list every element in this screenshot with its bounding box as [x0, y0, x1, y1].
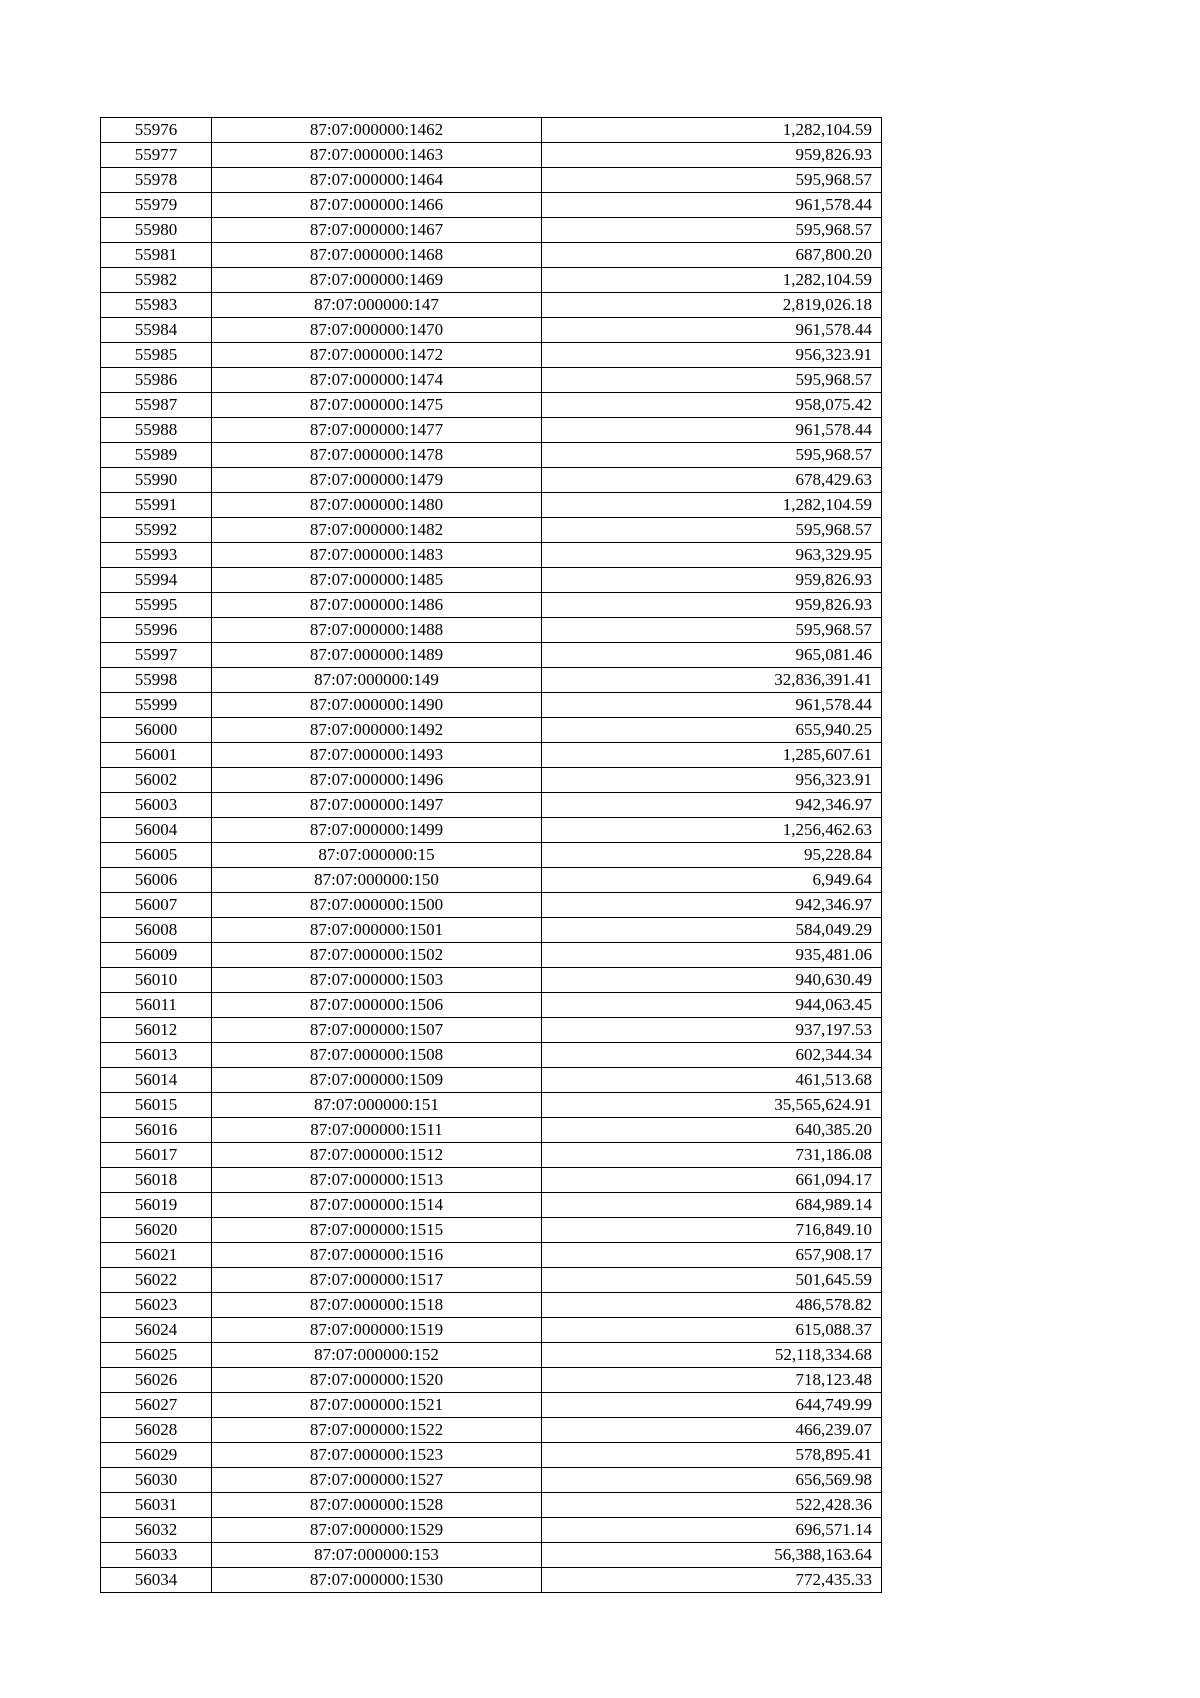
cadastral-number-cell: 87:07:000000:149 — [212, 668, 542, 693]
row-index-cell: 56022 — [101, 1268, 212, 1293]
table-row — [101, 1218, 882, 1243]
cadastral-number-cell: 87:07:000000:1514 — [212, 1193, 542, 1218]
row-index-cell: 55988 — [101, 418, 212, 443]
cadastral-number-cell: 87:07:000000:1467 — [212, 218, 542, 243]
row-index-cell: 56004 — [101, 818, 212, 843]
row-index-cell: 55993 — [101, 543, 212, 568]
data-table — [100, 117, 882, 1593]
value-cell: 944,063.45 — [542, 993, 882, 1018]
row-index-cell: 56013 — [101, 1043, 212, 1068]
table-row — [101, 1343, 882, 1368]
row-index-cell: 56001 — [101, 743, 212, 768]
value-cell: 942,346.97 — [542, 893, 882, 918]
cadastral-number-cell: 87:07:000000:1468 — [212, 243, 542, 268]
row-index-cell: 56026 — [101, 1368, 212, 1393]
table-row — [101, 1518, 882, 1543]
row-index-cell: 56027 — [101, 1393, 212, 1418]
table-row — [101, 768, 882, 793]
row-index-cell: 56012 — [101, 1018, 212, 1043]
cadastral-number-cell: 87:07:000000:150 — [212, 868, 542, 893]
row-index-cell: 55983 — [101, 293, 212, 318]
cadastral-number-cell: 87:07:000000:1522 — [212, 1418, 542, 1443]
cadastral-number-cell: 87:07:000000:1486 — [212, 593, 542, 618]
cadastral-number-cell: 87:07:000000:1482 — [212, 518, 542, 543]
row-index-cell: 55978 — [101, 168, 212, 193]
value-cell: 578,895.41 — [542, 1443, 882, 1468]
table-row — [101, 1293, 882, 1318]
row-index-cell: 55984 — [101, 318, 212, 343]
row-index-cell: 55987 — [101, 393, 212, 418]
table-row — [101, 593, 882, 618]
table-row — [101, 1318, 882, 1343]
value-cell: 1,282,104.59 — [542, 268, 882, 293]
cadastral-number-cell: 87:07:000000:1519 — [212, 1318, 542, 1343]
row-index-cell: 56009 — [101, 943, 212, 968]
row-index-cell: 56029 — [101, 1443, 212, 1468]
value-cell: 959,826.93 — [542, 143, 882, 168]
value-cell: 956,323.91 — [542, 768, 882, 793]
table-row — [101, 1018, 882, 1043]
value-cell: 1,256,462.63 — [542, 818, 882, 843]
table-row — [101, 1093, 882, 1118]
table-row — [101, 443, 882, 468]
table-row — [101, 1543, 882, 1568]
table-row — [101, 968, 882, 993]
value-cell: 963,329.95 — [542, 543, 882, 568]
value-cell: 95,228.84 — [542, 843, 882, 868]
value-cell: 956,323.91 — [542, 343, 882, 368]
value-cell: 615,088.37 — [542, 1318, 882, 1343]
row-index-cell: 56030 — [101, 1468, 212, 1493]
cadastral-number-cell: 87:07:000000:1472 — [212, 343, 542, 368]
row-index-cell: 56032 — [101, 1518, 212, 1543]
cadastral-number-cell: 87:07:000000:1512 — [212, 1143, 542, 1168]
value-cell: 595,968.57 — [542, 518, 882, 543]
cadastral-number-cell: 87:07:000000:147 — [212, 293, 542, 318]
row-index-cell: 55985 — [101, 343, 212, 368]
cadastral-number-cell: 87:07:000000:1480 — [212, 493, 542, 518]
table-row — [101, 1193, 882, 1218]
row-index-cell: 55992 — [101, 518, 212, 543]
value-cell: 1,282,104.59 — [542, 493, 882, 518]
table-row — [101, 368, 882, 393]
row-index-cell: 55999 — [101, 693, 212, 718]
table-row — [101, 243, 882, 268]
table-row — [101, 1268, 882, 1293]
row-index-cell: 56008 — [101, 918, 212, 943]
cadastral-number-cell: 87:07:000000:1478 — [212, 443, 542, 468]
table-row — [101, 893, 882, 918]
value-cell: 602,344.34 — [542, 1043, 882, 1068]
cadastral-number-cell: 87:07:000000:1517 — [212, 1268, 542, 1293]
cadastral-number-cell: 87:07:000000:1489 — [212, 643, 542, 668]
table-row — [101, 1568, 882, 1593]
value-cell: 940,630.49 — [542, 968, 882, 993]
row-index-cell: 55976 — [101, 118, 212, 143]
value-cell: 657,908.17 — [542, 1243, 882, 1268]
row-index-cell: 56011 — [101, 993, 212, 1018]
table-row — [101, 143, 882, 168]
row-index-cell: 56010 — [101, 968, 212, 993]
value-cell: 959,826.93 — [542, 593, 882, 618]
cadastral-number-cell: 87:07:000000:1503 — [212, 968, 542, 993]
table-row — [101, 643, 882, 668]
table-row — [101, 1068, 882, 1093]
value-cell: 661,094.17 — [542, 1168, 882, 1193]
table-row — [101, 918, 882, 943]
row-index-cell: 55996 — [101, 618, 212, 643]
row-index-cell: 55979 — [101, 193, 212, 218]
value-cell: 935,481.06 — [542, 943, 882, 968]
row-index-cell: 55998 — [101, 668, 212, 693]
value-cell: 655,940.25 — [542, 718, 882, 743]
table-row — [101, 118, 882, 143]
cadastral-number-cell: 87:07:000000:1492 — [212, 718, 542, 743]
cadastral-number-cell: 87:07:000000:1528 — [212, 1493, 542, 1518]
cadastral-number-cell: 87:07:000000:1527 — [212, 1468, 542, 1493]
cadastral-number-cell: 87:07:000000:1497 — [212, 793, 542, 818]
table-body — [101, 118, 882, 1593]
value-cell: 684,989.14 — [542, 1193, 882, 1218]
cadastral-number-cell: 87:07:000000:1516 — [212, 1243, 542, 1268]
value-cell: 35,565,624.91 — [542, 1093, 882, 1118]
cadastral-number-cell: 87:07:000000:1493 — [212, 743, 542, 768]
table-row — [101, 843, 882, 868]
table-row — [101, 218, 882, 243]
cadastral-number-cell: 87:07:000000:1483 — [212, 543, 542, 568]
cadastral-number-cell: 87:07:000000:1529 — [212, 1518, 542, 1543]
row-index-cell: 55990 — [101, 468, 212, 493]
table-row — [101, 293, 882, 318]
table-row — [101, 468, 882, 493]
value-cell: 718,123.48 — [542, 1368, 882, 1393]
cadastral-number-cell: 87:07:000000:153 — [212, 1543, 542, 1568]
cadastral-number-cell: 87:07:000000:1469 — [212, 268, 542, 293]
table-row — [101, 943, 882, 968]
cadastral-number-cell: 87:07:000000:1521 — [212, 1393, 542, 1418]
row-index-cell: 56031 — [101, 1493, 212, 1518]
table-row — [101, 518, 882, 543]
value-cell: 1,285,607.61 — [542, 743, 882, 768]
row-index-cell: 56003 — [101, 793, 212, 818]
value-cell: 961,578.44 — [542, 318, 882, 343]
table-row — [101, 1118, 882, 1143]
row-index-cell: 56021 — [101, 1243, 212, 1268]
value-cell: 595,968.57 — [542, 618, 882, 643]
table-row — [101, 1168, 882, 1193]
value-cell: 466,239.07 — [542, 1418, 882, 1443]
value-cell: 584,049.29 — [542, 918, 882, 943]
table-row — [101, 268, 882, 293]
row-index-cell: 56025 — [101, 1343, 212, 1368]
row-index-cell: 56023 — [101, 1293, 212, 1318]
value-cell: 687,800.20 — [542, 243, 882, 268]
value-cell: 696,571.14 — [542, 1518, 882, 1543]
table-row — [101, 193, 882, 218]
table-row — [101, 1043, 882, 1068]
cadastral-number-cell: 87:07:000000:15 — [212, 843, 542, 868]
cadastral-number-cell: 87:07:000000:1490 — [212, 693, 542, 718]
value-cell: 937,197.53 — [542, 1018, 882, 1043]
row-index-cell: 55994 — [101, 568, 212, 593]
cadastral-number-cell: 87:07:000000:1507 — [212, 1018, 542, 1043]
cadastral-number-cell: 87:07:000000:1515 — [212, 1218, 542, 1243]
table-row — [101, 543, 882, 568]
row-index-cell: 55977 — [101, 143, 212, 168]
table-row — [101, 1493, 882, 1518]
table-row — [101, 668, 882, 693]
table-row — [101, 618, 882, 643]
table-row — [101, 1143, 882, 1168]
row-index-cell: 55989 — [101, 443, 212, 468]
cadastral-number-cell: 87:07:000000:1488 — [212, 618, 542, 643]
table-row — [101, 1243, 882, 1268]
value-cell: 1,282,104.59 — [542, 118, 882, 143]
table-row — [101, 568, 882, 593]
table-row — [101, 718, 882, 743]
value-cell: 486,578.82 — [542, 1293, 882, 1318]
value-cell: 656,569.98 — [542, 1468, 882, 1493]
row-index-cell: 56005 — [101, 843, 212, 868]
row-index-cell: 55997 — [101, 643, 212, 668]
table-row — [101, 1368, 882, 1393]
value-cell: 640,385.20 — [542, 1118, 882, 1143]
cadastral-number-cell: 87:07:000000:1475 — [212, 393, 542, 418]
table-row — [101, 343, 882, 368]
table-row — [101, 1418, 882, 1443]
table-row — [101, 1468, 882, 1493]
value-cell: 32,836,391.41 — [542, 668, 882, 693]
cadastral-number-cell: 87:07:000000:1508 — [212, 1043, 542, 1068]
value-cell: 965,081.46 — [542, 643, 882, 668]
cadastral-number-cell: 87:07:000000:1470 — [212, 318, 542, 343]
value-cell: 731,186.08 — [542, 1143, 882, 1168]
value-cell: 772,435.33 — [542, 1568, 882, 1593]
cadastral-number-cell: 87:07:000000:1462 — [212, 118, 542, 143]
cadastral-number-cell: 87:07:000000:1499 — [212, 818, 542, 843]
cadastral-number-cell: 87:07:000000:151 — [212, 1093, 542, 1118]
value-cell: 958,075.42 — [542, 393, 882, 418]
table-row — [101, 1443, 882, 1468]
row-index-cell: 55986 — [101, 368, 212, 393]
row-index-cell: 56014 — [101, 1068, 212, 1093]
row-index-cell: 56018 — [101, 1168, 212, 1193]
table-row — [101, 693, 882, 718]
value-cell: 461,513.68 — [542, 1068, 882, 1093]
row-index-cell: 56002 — [101, 768, 212, 793]
value-cell: 52,118,334.68 — [542, 1343, 882, 1368]
cadastral-number-cell: 87:07:000000:1463 — [212, 143, 542, 168]
value-cell: 678,429.63 — [542, 468, 882, 493]
value-cell: 961,578.44 — [542, 693, 882, 718]
cadastral-number-cell: 87:07:000000:1466 — [212, 193, 542, 218]
cadastral-number-cell: 87:07:000000:1506 — [212, 993, 542, 1018]
value-cell: 961,578.44 — [542, 418, 882, 443]
table-row — [101, 418, 882, 443]
row-index-cell: 56034 — [101, 1568, 212, 1593]
cadastral-number-cell: 87:07:000000:1502 — [212, 943, 542, 968]
row-index-cell: 55980 — [101, 218, 212, 243]
value-cell: 942,346.97 — [542, 793, 882, 818]
cadastral-number-cell: 87:07:000000:1479 — [212, 468, 542, 493]
row-index-cell: 56019 — [101, 1193, 212, 1218]
cadastral-number-cell: 87:07:000000:1520 — [212, 1368, 542, 1393]
table-row — [101, 393, 882, 418]
row-index-cell: 56017 — [101, 1143, 212, 1168]
value-cell: 644,749.99 — [542, 1393, 882, 1418]
table-row — [101, 493, 882, 518]
value-cell: 961,578.44 — [542, 193, 882, 218]
table-row — [101, 168, 882, 193]
row-index-cell: 56024 — [101, 1318, 212, 1343]
table-row — [101, 743, 882, 768]
cadastral-number-cell: 87:07:000000:1485 — [212, 568, 542, 593]
table-row — [101, 793, 882, 818]
row-index-cell: 56000 — [101, 718, 212, 743]
value-cell: 716,849.10 — [542, 1218, 882, 1243]
cadastral-number-cell: 87:07:000000:1509 — [212, 1068, 542, 1093]
row-index-cell: 56033 — [101, 1543, 212, 1568]
value-cell: 522,428.36 — [542, 1493, 882, 1518]
cadastral-number-cell: 87:07:000000:1523 — [212, 1443, 542, 1468]
row-index-cell: 55991 — [101, 493, 212, 518]
cadastral-number-cell: 87:07:000000:1496 — [212, 768, 542, 793]
row-index-cell: 56006 — [101, 868, 212, 893]
row-index-cell: 56016 — [101, 1118, 212, 1143]
cadastral-number-cell: 87:07:000000:1501 — [212, 918, 542, 943]
value-cell: 595,968.57 — [542, 443, 882, 468]
value-cell: 6,949.64 — [542, 868, 882, 893]
row-index-cell: 55982 — [101, 268, 212, 293]
row-index-cell: 56007 — [101, 893, 212, 918]
value-cell: 595,968.57 — [542, 168, 882, 193]
row-index-cell: 56028 — [101, 1418, 212, 1443]
table-row — [101, 868, 882, 893]
value-cell: 595,968.57 — [542, 368, 882, 393]
cadastral-number-cell: 87:07:000000:1464 — [212, 168, 542, 193]
row-index-cell: 55995 — [101, 593, 212, 618]
row-index-cell: 55981 — [101, 243, 212, 268]
table-row — [101, 993, 882, 1018]
cadastral-number-cell: 87:07:000000:1513 — [212, 1168, 542, 1193]
cadastral-number-cell: 87:07:000000:1530 — [212, 1568, 542, 1593]
value-cell: 959,826.93 — [542, 568, 882, 593]
cadastral-number-cell: 87:07:000000:152 — [212, 1343, 542, 1368]
row-index-cell: 56015 — [101, 1093, 212, 1118]
value-cell: 501,645.59 — [542, 1268, 882, 1293]
value-cell: 595,968.57 — [542, 218, 882, 243]
table-row — [101, 818, 882, 843]
value-cell: 2,819,026.18 — [542, 293, 882, 318]
table-row — [101, 318, 882, 343]
cadastral-number-cell: 87:07:000000:1474 — [212, 368, 542, 393]
row-index-cell: 56020 — [101, 1218, 212, 1243]
value-cell: 56,388,163.64 — [542, 1543, 882, 1568]
cadastral-number-cell: 87:07:000000:1511 — [212, 1118, 542, 1143]
cadastral-number-cell: 87:07:000000:1500 — [212, 893, 542, 918]
table-row — [101, 1393, 882, 1418]
cadastral-number-cell: 87:07:000000:1518 — [212, 1293, 542, 1318]
cadastral-number-cell: 87:07:000000:1477 — [212, 418, 542, 443]
